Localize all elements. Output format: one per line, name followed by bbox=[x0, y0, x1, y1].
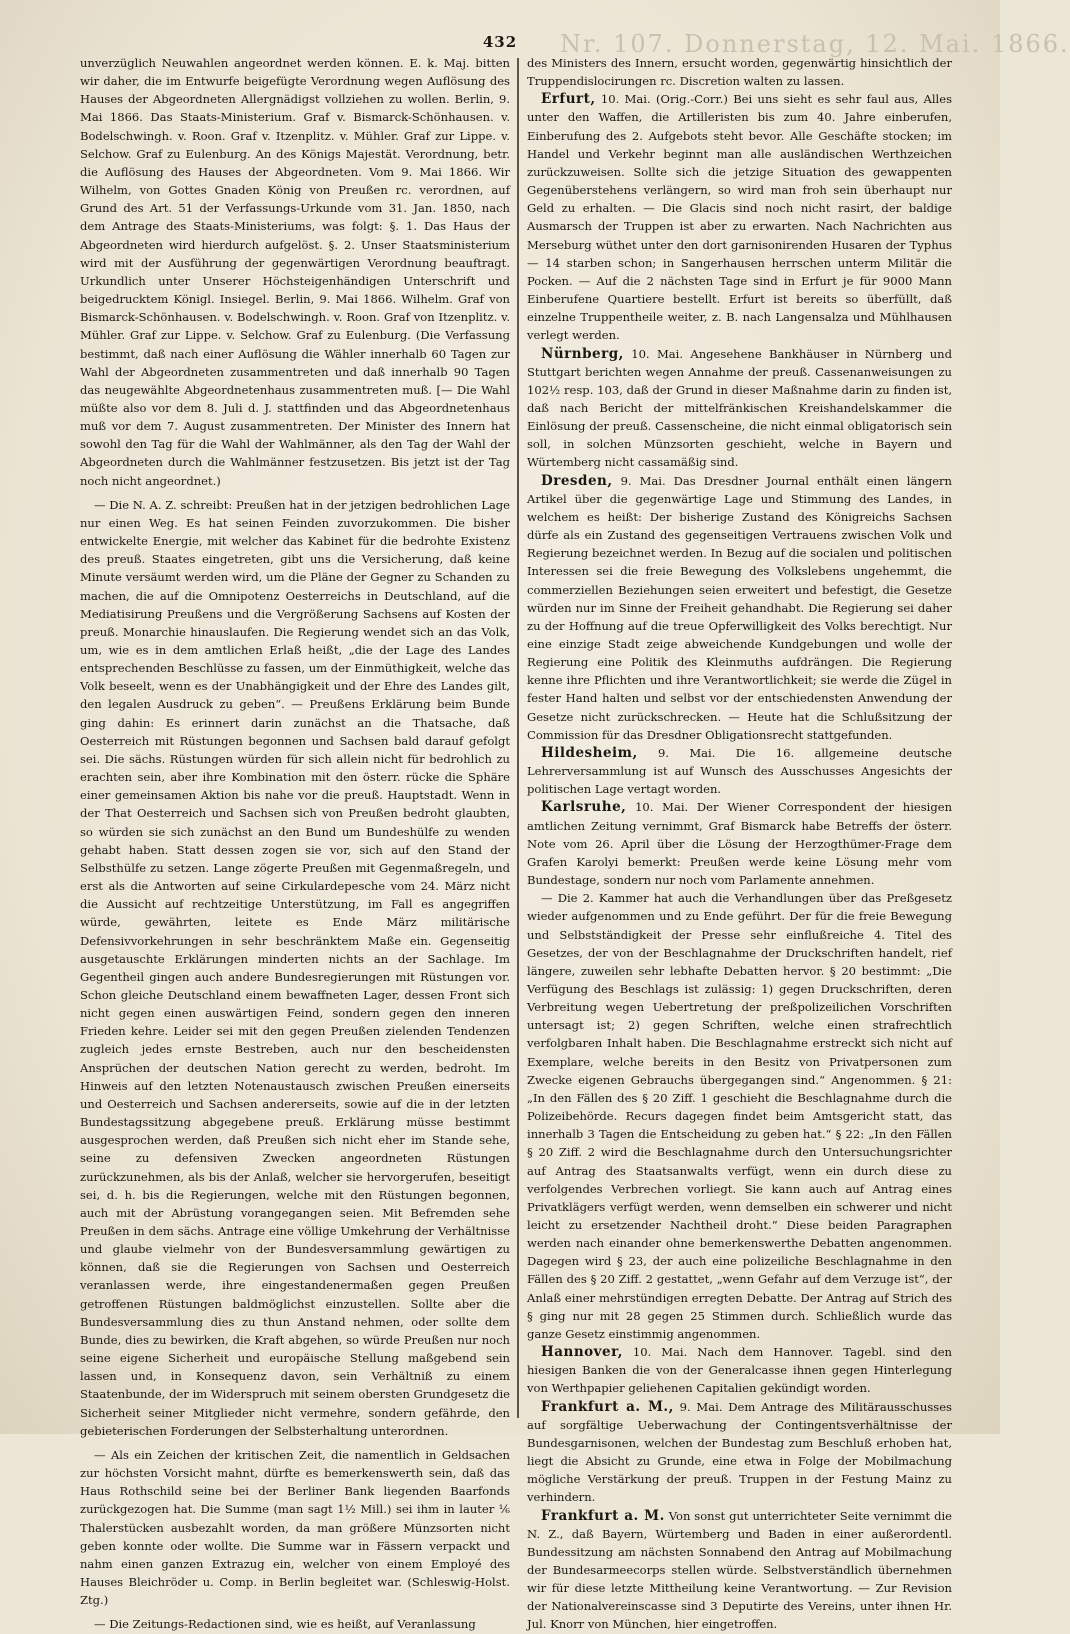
article-nuernberg-text: 10. Mai. Angesehene Bankhäuser in Nürnberg und Stuttgart berichten wegen Annahme der preuß. Cassenanweisungen zu 102½ resp. 103, daß der Grund in dieser Maßnahme darin zu finden ist, daß nach Bericht der mittelfränkischen Kreishandelskammer die Einlösung der preuß. Cassenscheine, die nicht einmal obligatorisch sein soll, in solchen Münzsorten geschieht, welche in Bayern und Würtemberg nicht cassamäßig sind. bbox=[527, 346, 952, 470]
dateline-karlsruhe: Karlsruhe, bbox=[541, 799, 627, 816]
article-frankfurt-2 bbox=[527, 1507, 952, 1634]
article-hildesheim bbox=[527, 744, 952, 798]
article-karlsruhe bbox=[527, 798, 952, 889]
column-divider bbox=[517, 58, 519, 1418]
article-erfurt-text: 10. Mai. (Orig.-Corr.) Bei uns sieht es sehr faul aus, Alles unter den Waffen, die Artilleristen bis zum 40. Jahre einberufen, Einberufung des 2. Aufgebots steht bevor. Alle Geschäfte stocken; im Handel und Verkehr beginnt man alle ausländischen Werthzeichen zurückzuweisen. Sollte sich die jetzige Situation des gewappenten Gegenüberstehens verlängern, so wird man froh sein überhaupt nur Geld zu erhalten. — Die Glacis sind noch nicht rasirt, der baldige Ausmarsch der Truppen ist aber zu erwarten. Nach Nachrichten aus Merseburg wüthet unter den dort garnisonirenden Husaren der Typhus — 14 starben schon; in Sangerhausen herrschen unterm Militär die Pocken. — Auf die 2 nächsten Tage sind in Erfurt je für 9000 Mann Einberufene Quartiere bestellt. Erfurt ist bereits so überfüllt, daß einzelne Truppentheile weiter, z. B. nach Langensalza und Mühlhausen verlegt werden. bbox=[527, 92, 952, 343]
article-rothschild-funds: — Als ein Zeichen der kritischen Zeit, die namentlich in Geldsachen zur höchsten Vorsicht mahnt, dürfte es bemerkenswerth sein, daß das Haus Rothschild seine bei der Berliner Bank liegenden Baarfonds zurückgezogen hat. Die Summe (man sagt 1½ Mill.) sei ihm in lauter ⅙ Thalerstücken ausbezahlt worden, da man größere Münzsorten nicht geben konnte oder wollte. Die Summe war in Fässern verpackt und nahm einen ganzen Extrazug ein, welcher von einem Employé des Hauses Bleichröder u. Comp. in Berlin begleitet war. (Schleswig-Holst. Ztg.) bbox=[80, 1447, 510, 1608]
article-frankfurt-2-text: Von sonst gut unterrichteter Seite vernimmt die N. Z., daß Bayern, Würtemberg und Baden in einer außerordentl. Bundessitzung am nächsten Sonnabend den Antrag auf Mobilmachung der Bundesarmeecorps stellen würde. Selbstverständlich übernehmen wir für diese letzte Mittheilung keine Verantwortung. — Zur Revision der Nationalvereinscasse sind 3 Deputirte des Vereins, unter ihnen Hr. Jul. Knorr von München, hier eingetroffen. bbox=[527, 1508, 952, 1632]
article-redactions-continued: des Ministers des Innern, ersucht worden, gegenwärtig hinsichtlich der Truppendislocirungen rc. Discretion walten zu lassen. bbox=[527, 56, 952, 89]
bleed-through-header: Nr. 107. Donnerstag, 12. Mai. 1866. bbox=[560, 30, 1070, 58]
article-nuernberg bbox=[527, 345, 952, 472]
dateline-erfurt: Erfurt, bbox=[541, 91, 596, 108]
article-naz-prussia-declaration: — Die N. A. Z. schreibt: Preußen hat in der jetzigen bedrohlichen Lage nur einen Weg. Es hat seinen Feinden zuvorzukommen. Die bisher entwickelte Energie, mit welcher das Kabinet für die bedrohte Existenz des preuß. Staates eingetreten, gibt uns die Versicherung, daß keine Minute versäumt werden wird, um die Pläne der Gegner zu Schanden zu machen, die auf die Omnipotenz Oesterreichs in Deutschland, auf die Mediatisirung Preußens und die Vergrößerung Sachsens auf Kosten der preuß. Monarchie hinauslaufen. Die Regierung wendet sich an das Volk, um, wie es in dem amtlichen Erlaß heißt, „die der Lage des Landes entsprechenden Beschlüsse zu fassen, um der Einmüthigkeit, welche das Volk beseelt, wenn es der Unabhängigkeit und der Ehre des Landes gilt, den legalen Ausdruck zu geben“. — Preußens Erklärung beim Bunde ging dahin: Es erinnert darin zunächst an die Thatsache, daß Oesterreich mit Rüstungen begonnen und Sachsen bald darauf gefolgt sei. Die sächs. Rüstungen würden für sich allein nicht für bedrohlich zu erachten sein, aber ihre Kombination mit den österr. rücke die Sphäre einer gemeinsamen Aktion bis nahe vor die preuß. Hauptstadt. Wenn in der That Oesterreich und Sachsen sich von Preußen bedroht glaubten, so würden sie sich zunächst an den Bund um Bundeshülfe zu wenden gehabt haben. Statt dessen zogen sie vor, sich auf den Stand der Selbsthülfe zu setzen. Lange zögerte Preußen mit Gegenmaßregeln, und erst als die Antworten auf seine Cirkulardepesche vom 24. März nicht die Aussicht auf rechtzeitige Unterstützung, im Fall es angegriffen würde, gewährten, leitete es Ende März militärische Defensivvorkehrungen in sehr beschränktem Maße ein. Gegenseitig ausgetauschte Erklärungen minderten nichts an der Sachlage. Im Gegentheil gingen auch andere Bundesregierungen mit Rüstungen vor. Schon gleiche Deutschland einem bewaffneten Lager, dessen Front sich nicht gegen einen auswärtigen Feind, sondern gegen den inneren Frieden kehre. Leider sei mit den gegen Preußen zielenden Tendenzen zugleich jedes ernste Bestreben, auch nur den bescheidensten Ansprüchen der deutschen Nation gerecht zu werden, bedroht. Im Hinweis auf den letzten Notenaustausch zwischen Preußen einerseits und Oesterreich und Sachsen andererseits, sowie auf die in der letzten Bundestagssitzung abgegebene preuß. Erklärung müsse bestimmt ausgesprochen werden, daß Preußen sich nicht eher im Stande sehe, seine zu defensiven Zwecken angeordneten Rüstungen zurückzunehmen, als bis der Anlaß, welcher sie hervorgerufen, beseitigt sei, d. h. bis die Regierungen, welche mit den Rüstungen begonnen, auch mit der Abrüstung vorangegangen seien. Mit Befremden sehe Preußen in dem sächs. Antrage eine völlige Umkehrung der Verhältnisse und glaube vielmehr von der Bundesversammlung gewärtigen zu können, daß sie die Regierungen von Sachsen und Oesterreich veranlassen werde, ihre eingestandenermaßen gegen Preußen getroffenen Rüstungen baldmöglichst einzustellen. Sollte aber die Bundesversammlung dies zu thun Anstand nehmen, oder sollte dem Bunde, dies zu bewirken, die Kraft abgehen, so würde Preußen nur noch seine eigene Sicherheit und europäische Stellung maßgebend sein lassen und, in Konsequenz davon, sein Verhältniß zu einem Staatenbunde, der im Widerspruch mit seinem obersten Grundgesetz die Sicherheit seiner Mitglieder nicht vermehre, sondern gefährde, den gebieterischen Forderungen der Selbsterhaltung unterordnen. bbox=[80, 497, 510, 1438]
article-hannover bbox=[527, 1343, 952, 1397]
dateline-dresden: Dresden, bbox=[541, 472, 613, 489]
dateline-hildesheim: Hildesheim, bbox=[541, 744, 638, 761]
article-karlsruhe-text: 10. Mai. Der Wiener Correspondent der hiesigen amtlichen Zeitung vernimmt, Graf Bismarck habe Betreffs der österr. Note vom 26. April über die Lösung der Herzogthümer-Frage dem Grafen Karolyi bemerkt: Preußen werde keine Lösung mehr vom Bundestage, sondern nur noch vom Parlamente annehmen. bbox=[527, 800, 952, 888]
article-dresden bbox=[527, 472, 952, 744]
dateline-frankfurt-2: Frankfurt a. M. bbox=[541, 1507, 665, 1524]
article-dresden-text: 9. Mai. Das Dresdner Journal enthält einen längern Artikel über die gegenwärtige Lage und Stimmung des Landes, in welchem es heißt: Der bisherige Zustand des Königreichs Sachsen dürfe als ein Zustand des gegenseitigen Vertrauens zwischen Volk und Regierung bezeichnet werden. In Bezug auf die socialen und politischen Interessen sei die freie Bewegung des Volkslebens ungehemmt, die commerziellen Beziehungen seien erweitert und befestigt, die Gesetze würden nur im Sinne der Freiheit gehandhabt. Die Regierung sei daher zu der Hoffnung auf die treue Opferwilligkeit des Volks berechtigt. Nur eine einzige Stadt zeige abweichende Kundgebungen und wolle der Regierung eine Politik des Kleinmuths aufdrängen. Die Regierung kenne ihre Pflichten und ihre Verantwortlichkeit; sie werde die Zügel in fester Hand halten und selbst vor der entschiedensten Anwendung der Gesetze nicht zurückschrecken. — Heute hat die Schlußsitzung der Commission für das Dresdner Obligationsrecht stattgefunden. bbox=[527, 473, 952, 742]
right-column bbox=[527, 54, 952, 1632]
article-hildesheim-text: 9. Mai. Die 16. allgemeine deutsche Lehrerversammlung ist auf Wunsch des Ausschusses Angesichts der politischen Lage vertagt worden. bbox=[527, 745, 952, 797]
dateline-frankfurt-1: Frankfurt a. M., bbox=[541, 1398, 674, 1415]
article-dissolution-decree: unverzüglich Neuwahlen angeordnet werden können. E. k. Maj. bitten wir daher, die im Entwurfe beigefügte Verordnung wegen Auflösung des Hauses der Abgeordneten Allergnädigst vollziehen zu wollen. Berlin, 9. Mai 1866. Das Staats-Ministerium. Graf v. Bismarck-Schönhausen. v. Bodelschwingh. v. Roon. Graf v. Itzenplitz. v. Mühler. Graf zur Lippe. v. Selchow. Graf zu Eulenburg. An des Königs Majestät. Verordnung, betr. die Auflösung des Hauses der Abgeordneten. Vom 9. Mai 1866. Wir Wilhelm, von Gottes Gnaden König von Preußen rc. verordnen, auf Grund des Art. 51 der Verfassungs-Urkunde vom 31. Jan. 1850, nach dem Antrage des Staats-Ministeriums, was folgt: §. 1. Das Haus der Abgeordneten wird hierdurch aufgelöst. §. 2. Unser Staatsministerium wird mit der Ausführung der gegenwärtigen Verordnung beauftragt. Urkundlich unter Unserer Höchsteigenhändigen Unterschrift und beigedrucktem Königl. Insiegel. Berlin, 9. Mai 1866. Wilhelm. Graf von Bismarck-Schönhausen. v. Bodelschwingh. v. Roon. Graf von Itzenplitz. v. Mühler. Graf zur Lippe. v. Selchow. Graf zu Eulenburg. (Die Verfassung bestimmt, daß nach einer Auflösung die Wähler innerhalb 60 Tagen zur Wahl der Abgeordneten zusammentreten und daß innerhalb 90 Tagen das neugewählte Abgeordnetenhaus zusammentreten muß. [— Die Wahl müßte also vor dem 8. Juli d. J. stattfinden und das Abgeordnetenhaus muß vor dem 7. August zusammentreten. Der Minister des Innern hat sowohl den Tag für die Wahl der Wahlmänner, als den Tag der Wahl der Abgeordneten durch die Wahlmänner festzusetzen. Bis jetzt ist der Tag noch nicht angeordnet.) bbox=[80, 56, 510, 488]
article-karlsruhe-press-law: — Die 2. Kammer hat auch die Verhandlungen über das Preßgesetz wieder aufgenommen und zu Ende geführt. Der für die freie Bewegung und Selbstständigkeit der Presse sehr einflußreiche 4. Titel des Gesetzes, der von der Beschlagnahme der Druckschriften handelt, rief längere, zuweilen sehr lebhafte Debatten hervor. § 20 bestimmt: „Die Verfügung des Beschlags ist zulässig: 1) gegen Druckschriften, deren Verbreitung wegen Uebertretung der preßpolizeilichen Vorschriften untersagt ist; 2) gegen Schriften, welche einen strafrechtlich verfolgbaren Inhalt haben. Die Beschlagnahme erstreckt sich nicht auf Exemplare, welche bereits in den Besitz von Privatpersonen zum Zwecke eigenen Gebrauchs übergegangen sind.“ Angenommen. § 21: „In den Fällen des § 20 Ziff. 1 geschieht die Beschlagnahme durch die Polizeibehörde. Recurs dagegen findet beim Amtsgericht statt, das innerhalb 3 Tagen die Entscheidung zu geben hat.“ § 22: „In den Fällen § 20 Ziff. 2 wird die Beschlagnahme durch den Untersuchungsrichter auf Antrag des Staatsanwalts verfügt, wenn ein durch diese zu verfolgendes Verbrechen vorliegt. Sie kann auch auf Antrag eines Privatklägers verfügt werden, wenn demselben ein schwerer und nicht leicht zu ersetzender Nachtheil droht.“ Diese beiden Paragraphen werden nach einander ohne bemerkenswerthe Debatten angenommen. Dagegen wird § 23, der auch eine polizeiliche Beschlagnahme in den Fällen des § 20 Ziff. 2 gestattet, „wenn Gefahr auf dem Verzuge ist“, der Anlaß einer mehrstündigen erregten Debatte. Der Antrag auf Strich des § ging nur mit 28 gegen 25 Stimmen durch. Schließlich wurde das ganze Gesetz einstimmig angenommen. bbox=[527, 891, 952, 1341]
page-number: 432 bbox=[482, 33, 518, 51]
left-column bbox=[80, 54, 510, 1632]
article-newspaper-redactions: — Die Zeitungs-Redactionen sind, wie es heißt, auf Veranlassung bbox=[94, 1617, 476, 1632]
article-hannover-text: 10. Mai. Nach dem Hannover. Tagebl. sind den hiesigen Banken die von der Generalcasse ihnen gegen Hinterlegung von Werthpapier geliehenen Capitalien gekündigt worden. bbox=[527, 1345, 952, 1396]
dateline-nuernberg: Nürnberg, bbox=[541, 345, 624, 362]
article-erfurt bbox=[527, 90, 952, 344]
article-frankfurt-1-text: 9. Mai. Dem Antrage des Militärausschusses auf sorgfältige Ueberwachung der Contingentsverhältnisse der Bundesgarnisonen, welchen der Bundestag zum Beschluß erhoben hat, liegt die Absicht zu Grunde, eine etwa in Folge der Mobilmachung mögliche Verstärkung der preuß. Truppen in der Festung Mainz zu verhindern. bbox=[527, 1399, 952, 1505]
article-frankfurt-1 bbox=[527, 1398, 952, 1507]
dateline-hannover: Hannover, bbox=[541, 1344, 623, 1361]
